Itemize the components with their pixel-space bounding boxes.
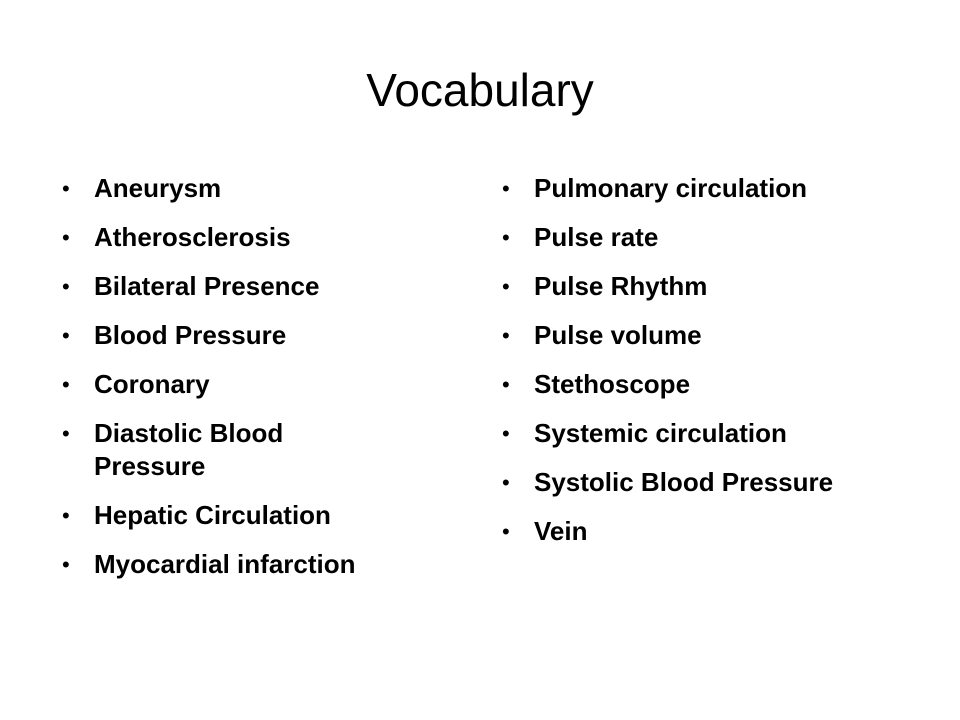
list-item [60,172,440,205]
bullet-icon: • [62,176,70,201]
term-text: Coronary [94,369,210,399]
term-text: Bilateral Presence [94,271,320,301]
list-item [60,417,354,483]
bullet-icon: • [62,421,70,446]
term-text: Blood Pressure [94,320,287,350]
bullet-icon: • [62,225,70,250]
list-item [500,221,920,254]
list-item [500,417,920,450]
bullet-icon: • [62,323,70,348]
term-text: Pulse volume [534,320,702,350]
list-item [60,548,440,581]
vocabulary-list-left [60,172,440,597]
bullet-icon: • [502,176,510,201]
bullet-icon: • [502,274,510,299]
list-item [60,319,440,352]
term-text: Systemic circulation [534,418,787,448]
list-item [500,368,920,401]
bullet-icon: • [62,274,70,299]
term-text: Vein [534,516,588,546]
term-text: Pulmonary circulation [534,173,808,203]
list-item [500,172,920,205]
slide-title: Vocabulary [366,64,594,116]
bullet-icon: • [502,421,510,446]
bullet-icon: • [62,372,70,397]
list-item [60,499,440,532]
list-item [500,270,920,303]
term-text: Atherosclerosis [94,222,291,252]
term-text: Systolic Blood Pressure [534,467,834,497]
list-item [500,466,920,499]
bullet-icon: • [502,470,510,495]
term-text: Pulse rate [534,222,659,252]
bullet-icon: • [62,552,70,577]
list-item [500,319,920,352]
term-text: Stethoscope [534,369,691,399]
term-text: Diastolic Blood Pressure [94,418,284,481]
term-text: Pulse Rhythm [534,271,708,301]
bullet-icon: • [502,372,510,397]
list-item [60,221,440,254]
bullet-icon: • [502,323,510,348]
bullet-icon: • [502,225,510,250]
list-item [60,270,440,303]
vocabulary-list-right [500,172,920,564]
term-text: Myocardial infarction [94,549,356,579]
bullet-icon: • [502,519,510,544]
term-text: Hepatic Circulation [94,500,331,530]
list-item [60,368,440,401]
bullet-icon: • [62,503,70,528]
list-item [500,515,920,548]
term-text: Aneurysm [94,173,222,203]
